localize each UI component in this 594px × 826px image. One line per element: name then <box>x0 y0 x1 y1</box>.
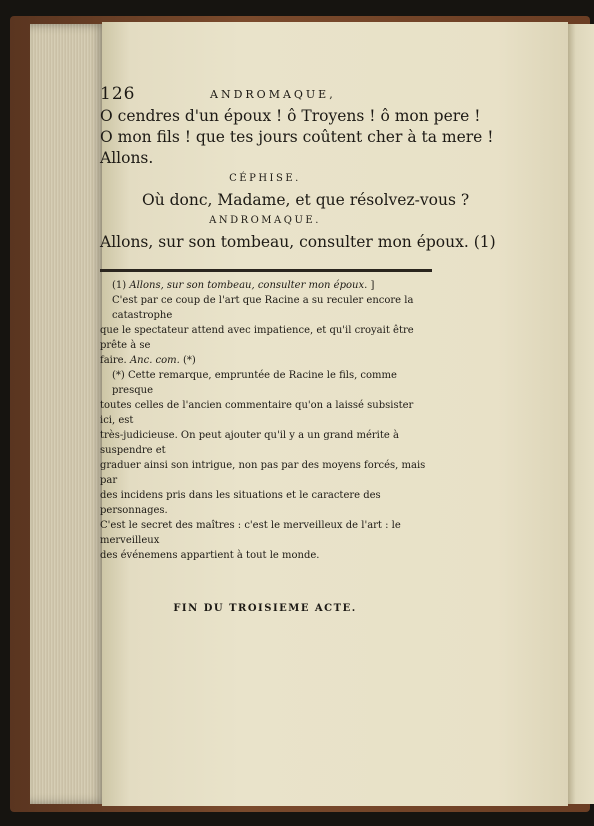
footnote-line: (*) Cette remarque, empruntée de Racine le fils, comme presque <box>112 370 397 396</box>
facing-page-edge <box>568 24 594 804</box>
footnote-source: Anc. com. <box>129 355 180 366</box>
footnote-marker: (1) <box>112 280 127 291</box>
speaker-name: ANDROMAQUE. <box>209 215 321 226</box>
footnote-line: que le spectateur attend avec impatience, et qu'il croyait être prête à se <box>100 325 414 351</box>
verse-line: O mon fils ! que tes jours coûtent cher à ta mere ! <box>100 128 494 146</box>
verse-line: Allons. <box>100 149 154 167</box>
page-content <box>100 84 496 614</box>
footnotes <box>100 278 430 563</box>
running-title: ANDROMAQUE, <box>210 88 336 101</box>
act-ending: FIN DU TROISIEME ACTE. <box>173 603 357 614</box>
footnote-quote: Allons, sur son tombeau, consulter mon époux. <box>129 280 368 291</box>
footnote-line <box>100 353 430 368</box>
verse-line: Allons, sur son tombeau, consulter mon époux. (1) <box>100 233 496 251</box>
footnote-line: des événemens appartient à tout le monde. <box>100 550 320 561</box>
footnote-bracket: ] <box>370 280 375 291</box>
footnote-line: très-judicieuse. On peut ajouter qu'il y a un grand mérite à suspendre et <box>100 430 399 456</box>
footnote-line: des incidens pris dans les situations et le caractere des personnages. <box>100 490 381 516</box>
speaker-name: CÉPHISE. <box>229 173 301 184</box>
footnote-ref: (*) <box>183 355 196 366</box>
footnote-line: C'est par ce coup de l'art que Racine a su reculer encore la catastrophe <box>112 295 414 321</box>
footnote-text: faire. <box>100 355 127 366</box>
footnote-line: C'est le secret des maîtres : c'est le merveilleux de l'art : le merveilleux <box>100 520 401 546</box>
verse-line: Où donc, Madame, et que résolvez-vous ? <box>142 191 470 209</box>
footnote-header <box>100 278 430 293</box>
footnote-rule <box>100 269 432 272</box>
footnote-line: toutes celles de l'ancien commentaire qu'on a laissé subsister ici, est <box>100 400 414 426</box>
page-edges <box>30 24 106 804</box>
verse-line: O cendres d'un époux ! ô Troyens ! ô mon pere ! <box>100 107 481 125</box>
page-number: 126 <box>100 84 136 104</box>
running-head <box>100 84 430 106</box>
footnote-line: graduer ainsi son intrigue, non pas par des moyens forcés, mais par <box>100 460 426 486</box>
